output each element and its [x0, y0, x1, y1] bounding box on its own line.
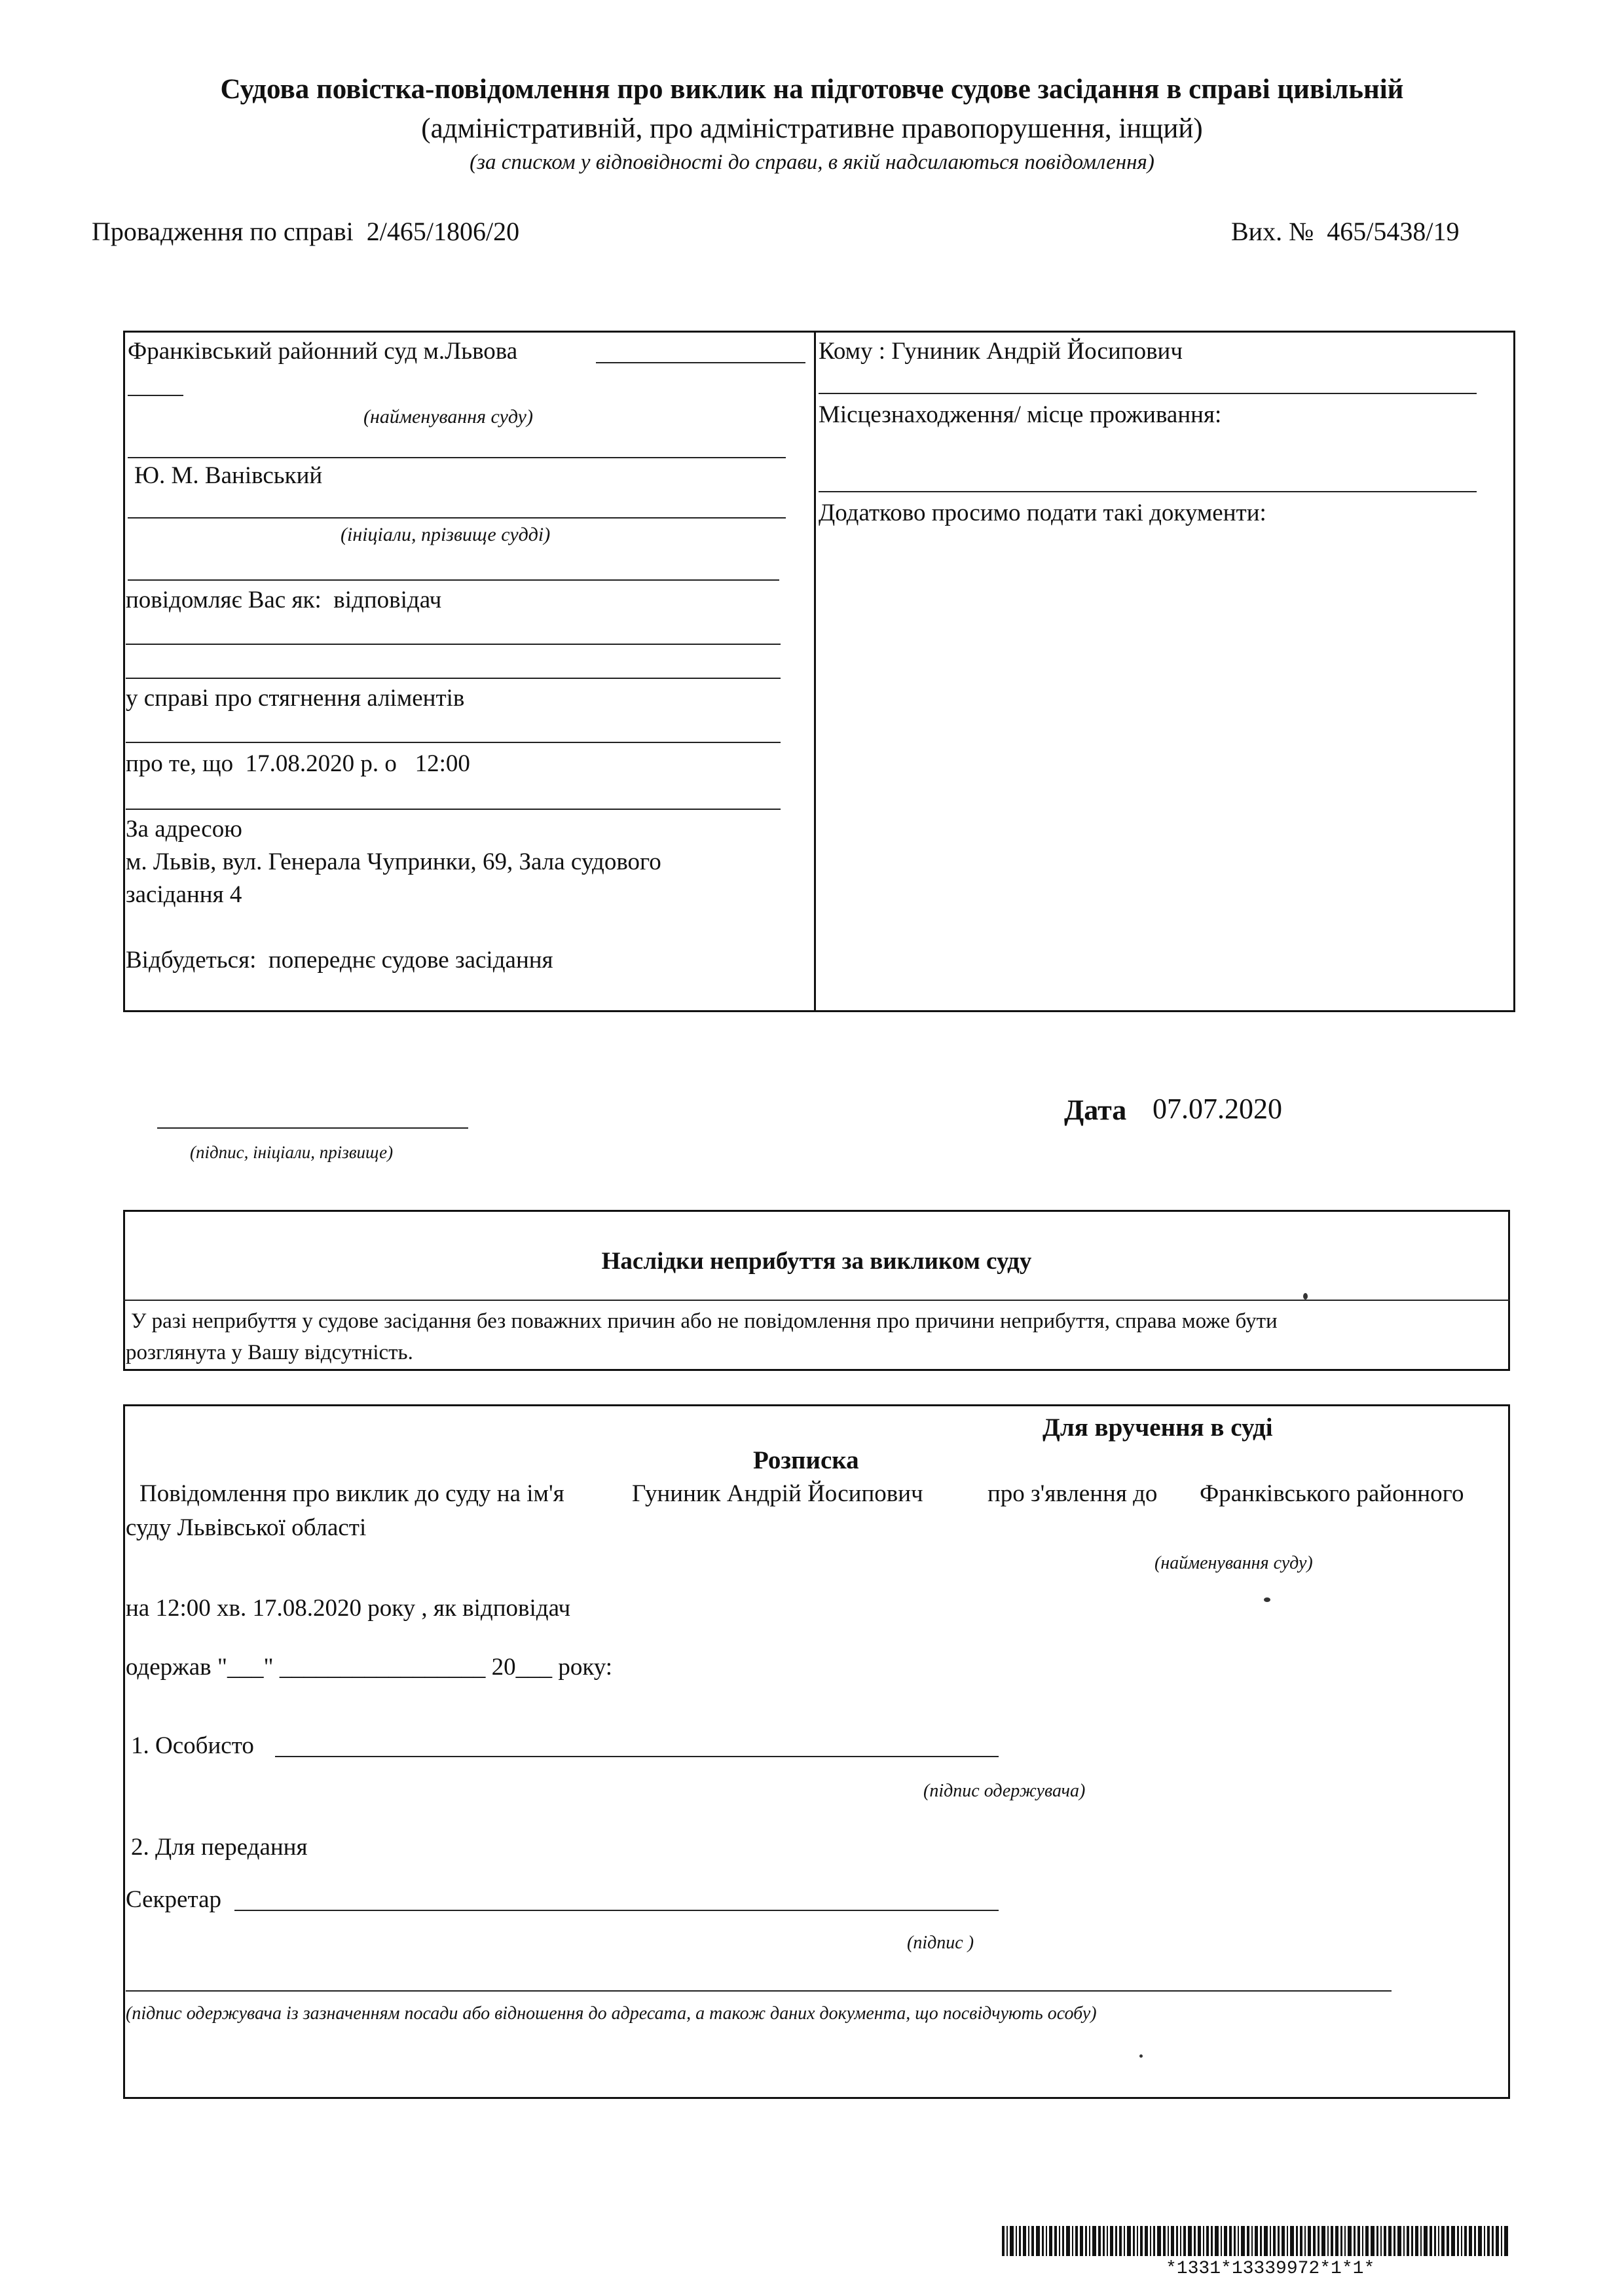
- barcode-bar: [1430, 2226, 1432, 2256]
- when-line: [126, 809, 781, 810]
- barcode-bar: [1028, 2226, 1029, 2256]
- barcode-bar: [1119, 2226, 1122, 2256]
- barcode-bar: [1006, 2226, 1008, 2256]
- court-name: Франківський районний суд м.Львова: [128, 338, 518, 365]
- barcode-bar: [1224, 2226, 1227, 2256]
- barcode-bar: [1168, 2226, 1169, 2256]
- barcode-bar: [1019, 2226, 1021, 2256]
- receipt-recipient-name: Гуниник Андрій Йосипович: [632, 1480, 923, 1507]
- barcode-bar: [1487, 2226, 1490, 2256]
- to-label: Кому :: [819, 338, 886, 365]
- barcode-bar: [1062, 2226, 1064, 2256]
- barcode-bar: [1103, 2226, 1105, 2256]
- signature-caption: (підпис, ініціали, прізвище): [190, 1142, 394, 1162]
- barcode-bar: [1335, 2226, 1338, 2256]
- receipt-appointment: на 12:00 хв. 17.08.2020 року , як відповідач: [126, 1595, 571, 1622]
- barcode-bar: [1447, 2226, 1449, 2256]
- to-name: Гуниник Андрій Йосипович: [891, 338, 1183, 365]
- personally-label: 1. Особисто: [131, 1732, 254, 1759]
- barcode-bar: [1229, 2226, 1232, 2256]
- date-label: Дата: [1064, 1094, 1127, 1126]
- court-name-line: [596, 362, 805, 363]
- court-divider: [128, 457, 786, 458]
- hearing-event: [126, 946, 553, 974]
- barcode-bar: [1327, 2226, 1329, 2256]
- consequences-divider: [123, 1300, 1510, 1301]
- barcode-bar: [1321, 2226, 1325, 2256]
- barcode-bar: [1403, 2226, 1405, 2256]
- event-value: попереднє судове засідання: [268, 947, 553, 974]
- signature-line: [157, 1127, 468, 1129]
- barcode-bar: [1354, 2226, 1356, 2256]
- barcode-bar: [1376, 2226, 1378, 2256]
- barcode-bar: [1496, 2226, 1499, 2256]
- document-note: (за списком у відповідності до справи, в якій надсилаються повідомлення): [470, 151, 1154, 174]
- when-date: 17.08.2020: [245, 750, 355, 777]
- barcode-bar: [1085, 2226, 1087, 2256]
- barcode-bar: [1304, 2226, 1306, 2256]
- barcode-bar: [1278, 2226, 1280, 2256]
- barcode-bar: [1054, 2226, 1057, 2256]
- barcode-bar: [1153, 2226, 1155, 2256]
- recipient-sig-caption: (підпис одержувача): [923, 1781, 1086, 1801]
- notify-line-2: [126, 678, 781, 679]
- summons-divider: [814, 331, 816, 1010]
- outgoing-label: Вих. №: [1231, 217, 1314, 246]
- barcode-bar: [1484, 2226, 1485, 2256]
- receipt-title: Розписка: [753, 1446, 859, 1474]
- barcode-bar: [1180, 2226, 1181, 2256]
- documents-label: Додатково просимо подати такі документи:: [819, 500, 1266, 526]
- barcode-bar: [1176, 2226, 1178, 2256]
- barcode-bar: [1206, 2226, 1209, 2256]
- barcode-bar: [1110, 2226, 1113, 2256]
- recipient-line: [819, 393, 1477, 394]
- barcode-bar: [1441, 2226, 1445, 2256]
- summons-box: [123, 331, 1515, 1012]
- receipt-line-1b: про з'явлення до: [987, 1480, 1158, 1507]
- barcode-bar: [1092, 2226, 1096, 2256]
- barcode-bar: [1397, 2226, 1401, 2256]
- barcode-bar: [1089, 2226, 1090, 2256]
- case-subject-line: [126, 742, 781, 743]
- outgoing-number: 465/5438/19: [1327, 217, 1460, 246]
- barcode-bar: [1145, 2226, 1148, 2256]
- notify-label: повідомляє Вас як:: [126, 587, 322, 613]
- barcode-bar: [1046, 2226, 1047, 2256]
- receipt-received: одержав "___" _________________ 20___ року:: [126, 1654, 613, 1681]
- court-caption: (найменування суду): [363, 406, 533, 428]
- barcode-bar: [1221, 2226, 1222, 2256]
- barcode-bar: [1115, 2226, 1117, 2256]
- barcode-bar: [1282, 2226, 1285, 2256]
- barcode-text: *1331*13339972*1*1*: [1166, 2259, 1375, 2279]
- barcode-bar: [1002, 2226, 1005, 2256]
- barcode-bar: [1036, 2226, 1040, 2256]
- barcode-bar: [1247, 2226, 1249, 2256]
- location-label: Місцезнаходження/ місце проживання:: [819, 401, 1222, 428]
- case-reference: [92, 216, 519, 247]
- barcode-bar: [1194, 2226, 1196, 2256]
- barcode-bar: [1072, 2226, 1073, 2256]
- barcode-bar: [1133, 2226, 1135, 2256]
- barcode-bar: [1457, 2226, 1459, 2256]
- barcode-bar: [1260, 2226, 1262, 2256]
- consequences-heading: Наслідки неприбуття за викликом суду: [601, 1248, 1032, 1275]
- barcode-bar: [1348, 2226, 1352, 2256]
- barcode-bar: [1393, 2226, 1395, 2256]
- barcode-bar: [1365, 2226, 1369, 2256]
- barcode-bar: [1407, 2226, 1409, 2256]
- barcode-bar: [1340, 2226, 1342, 2256]
- barcode-bar: [1270, 2226, 1271, 2256]
- barcode-bar: [1157, 2226, 1161, 2256]
- barcode-bar: [1492, 2226, 1494, 2256]
- barcode-bar: [1016, 2226, 1017, 2256]
- judge-line: [128, 517, 786, 519]
- barcode-bar: [1344, 2226, 1346, 2256]
- barcode-bar: [1150, 2226, 1151, 2256]
- barcode-bar: [1411, 2226, 1413, 2256]
- barcode-bar: [1049, 2226, 1052, 2256]
- barcode-bar: [1300, 2226, 1302, 2256]
- location-line: [819, 491, 1477, 492]
- receipt-court-caption: (найменування суду): [1154, 1553, 1313, 1573]
- case-label: Провадження по справі: [92, 217, 354, 246]
- date-value: 07.07.2020: [1153, 1093, 1282, 1125]
- secretary-signature-line: [234, 1910, 999, 1911]
- barcode-bar: [1066, 2226, 1070, 2256]
- recipient: [819, 337, 1183, 365]
- barcode-bar: [1273, 2226, 1276, 2256]
- barcode-bar: [1296, 2226, 1298, 2256]
- notify-role: [126, 586, 441, 614]
- case-subject: у справі про стягнення аліментів: [126, 685, 465, 712]
- barcode-bar: [1042, 2226, 1044, 2256]
- barcode-bar: [1290, 2226, 1294, 2256]
- when-time: 12:00: [415, 750, 470, 777]
- barcode-bar: [1098, 2226, 1101, 2256]
- barcode-bar: [1420, 2226, 1422, 2256]
- barcode: [1002, 2226, 1513, 2256]
- barcode-bar: [1357, 2226, 1360, 2256]
- consequences-text-1: У разі неприбуття у судове засідання без поважних причин або не повідомлення про причини неприбуття, справа може бути: [131, 1309, 1278, 1333]
- barcode-bar: [1287, 2226, 1288, 2256]
- barcode-bar: [1362, 2226, 1363, 2256]
- for-court-label: Для вручення в суді: [1043, 1413, 1273, 1442]
- address-line-1: м. Львів, вул. Генерала Чупринки, 69, Зала судового: [126, 848, 661, 875]
- judge-caption: (ініціали, прізвище судді): [341, 524, 551, 545]
- receipt-box: [123, 1404, 1510, 2099]
- secretary-label: Секретар: [126, 1886, 221, 1913]
- case-number: 2/465/1806/20: [366, 217, 520, 246]
- when-mid: р. о: [360, 750, 397, 777]
- barcode-bar: [1478, 2226, 1482, 2256]
- document-subtitle: (адміністративній, про адміністративне правопорушення, інщий): [421, 113, 1203, 144]
- scan-speck: [1303, 1293, 1308, 1300]
- barcode-bar: [1251, 2226, 1253, 2256]
- event-label: Відбудеться:: [126, 947, 257, 974]
- barcode-bar: [1318, 2226, 1320, 2256]
- barcode-bar: [1127, 2226, 1131, 2256]
- barcode-bar: [1504, 2226, 1508, 2256]
- barcode-bar: [1415, 2226, 1418, 2256]
- barcode-bar: [1188, 2226, 1192, 2256]
- barcode-bar: [1255, 2226, 1258, 2256]
- barcode-bar: [1438, 2226, 1439, 2256]
- barcode-bar: [1380, 2226, 1382, 2256]
- barcode-bar: [1313, 2226, 1316, 2256]
- barcode-bar: [1203, 2226, 1204, 2256]
- barcode-bar: [1451, 2226, 1455, 2256]
- notify-line: [126, 644, 781, 645]
- barcode-bar: [1388, 2226, 1392, 2256]
- barcode-bar: [1241, 2226, 1245, 2256]
- receipt-court: Франківського районного: [1200, 1480, 1464, 1507]
- barcode-bar: [1371, 2226, 1375, 2256]
- barcode-bar: [1308, 2226, 1311, 2256]
- barcode-bar: [1107, 2226, 1108, 2256]
- barcode-bar: [1140, 2226, 1143, 2256]
- barcode-bar: [1010, 2226, 1014, 2256]
- scan-speck: [1264, 1597, 1270, 1602]
- barcode-bar: [1461, 2226, 1462, 2256]
- barcode-bar: [1163, 2226, 1166, 2256]
- barcode-bar: [1238, 2226, 1239, 2256]
- receipt-line-2: суду Львівської області: [126, 1514, 367, 1541]
- barcode-bar: [1211, 2226, 1213, 2256]
- outgoing-reference: [1231, 216, 1459, 247]
- barcode-bar: [1234, 2226, 1236, 2256]
- footer-caption: (підпис одержувача із зазначенням посади або відношення до адресата, а також даних документа, що посвідчують особу): [126, 2003, 1097, 2024]
- barcode-bar: [1501, 2226, 1502, 2256]
- transfer-label: 2. Для передання: [131, 1834, 308, 1861]
- barcode-bar: [1464, 2226, 1467, 2256]
- notify-value: відповідач: [333, 587, 442, 613]
- document-title: Судова повістка-повідомлення про виклик на підготовче судове засідання в справі цивільній: [220, 74, 1404, 105]
- barcode-bar: [1384, 2226, 1386, 2256]
- judge-name: Ю. М. Ванівський: [134, 462, 323, 489]
- scan-speck: [1139, 2054, 1143, 2058]
- barcode-bar: [1075, 2226, 1078, 2256]
- address-label: За адресою: [126, 816, 242, 843]
- barcode-bar: [1469, 2226, 1472, 2256]
- barcode-bar: [1424, 2226, 1428, 2256]
- consequences-text-2: розглянута у Вашу відсутність.: [126, 1341, 413, 1364]
- barcode-bar: [1080, 2226, 1083, 2256]
- barcode-bar: [1331, 2226, 1333, 2256]
- barcode-bar: [1198, 2226, 1201, 2256]
- barcode-bar: [1434, 2226, 1436, 2256]
- barcode-bar: [1264, 2226, 1268, 2256]
- barcode-bar: [1059, 2226, 1060, 2256]
- barcode-bar: [1171, 2226, 1174, 2256]
- when-label: про те, що: [126, 750, 234, 777]
- barcode-bar: [1474, 2226, 1476, 2256]
- barcode-bar: [1023, 2226, 1026, 2256]
- personally-signature-line: [275, 1756, 999, 1757]
- judge-divider: [128, 579, 779, 581]
- receipt-line-1a: Повідомлення про виклик до суду на ім'я: [139, 1480, 564, 1507]
- barcode-bar: [1031, 2226, 1034, 2256]
- footer-signature-line: [126, 1990, 1392, 1992]
- hearing-when: [126, 750, 470, 778]
- address-line-2: засідання 4: [126, 881, 242, 908]
- barcode-bar: [1183, 2226, 1186, 2256]
- barcode-bar: [1215, 2226, 1219, 2256]
- secretary-sig-caption: (підпис ): [907, 1933, 974, 1953]
- barcode-bar: [1124, 2226, 1125, 2256]
- barcode-bar: [1137, 2226, 1138, 2256]
- court-name-line-cont: [128, 395, 183, 396]
